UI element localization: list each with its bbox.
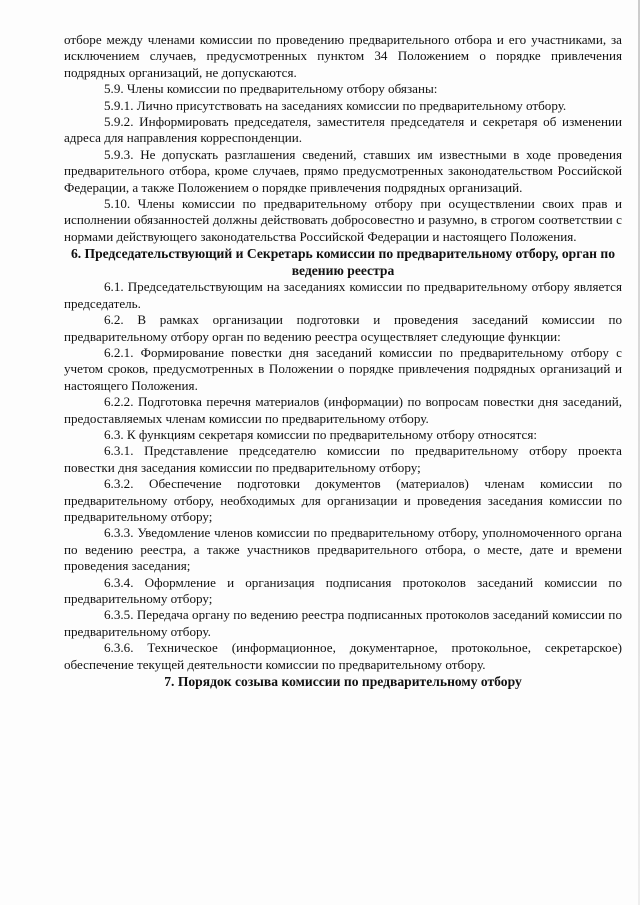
paragraph-6-3-3: 6.3.3. Уведомление членов комиссии по предварительному отбору, уполномоченного органа по ведению реестра, а также участников предварительного отбора, о месте, дате и времени проведения заседания; [64, 525, 622, 574]
paragraph-6-3-4: 6.3.4. Оформление и организация подписания протоколов заседаний комиссии по предварительному отбору; [64, 574, 622, 606]
section-6-heading: 6. Председательствующий и Секретарь комиссии по предварительному отбору, орган по ведению реестра [70, 246, 616, 279]
paragraph-6-3-2: 6.3.2. Обеспечение подготовки документов (материалов) членам комиссии по предварительному отбору, необходимых для организации и проведения заседания комиссии по предварительному отбору; [64, 476, 622, 524]
paragraph-6-3-5: 6.3.5. Передача органу по ведению реестра подписанных протоколов заседаний комиссии по предварительному отбору. [64, 607, 622, 639]
paragraph-6-3-1: 6.3.1. Представление председателю комиссии по предварительному отбору проекта повестки дня заседания комиссии по предварительному отбору; [64, 443, 622, 475]
paragraph-5-9-3: 5.9.3. Не допускать разглашения сведений, ставших им известными в ходе проведения предварительного отбора, кроме случаев, прямо предусмотренных законодательством Российской Федерации, а также Положением о порядке привлечения подрядных организаций. [64, 146, 622, 195]
paragraph-5-9-2: 5.9.2. Информировать председателя, заместителя председателя и секретаря об изменении адреса для направления корреспонденции. [64, 114, 622, 146]
paragraph-continuation: отборе между членами комиссии по проведению предварительного отбора и его участниками, за исключением случаев, предусмотренных пунктом 34 Положением о порядке привлечения подрядных организаций, не допускаются. [64, 32, 622, 80]
paragraph-6-2-1: 6.2.1. Формирование повестки дня заседаний комиссии по предварительному отбору с учетом сроков, предусмотренных в Положении о порядке привлечения подрядных организаций и настоящего Положения. [64, 344, 622, 393]
section-7-heading: 7. Порядок созыва комиссии по предварительному отбору [164, 674, 522, 690]
paragraph-5-10: 5.10. Члены комиссии по предварительному отбору при осуществлении своих прав и исполнении обязанностей должны действовать добросовестно и разумно, в строгом соответствии с нормами действующего законодательства Российской Федерации и настоящего Положения. [64, 196, 622, 244]
paragraph-6-1: 6.1. Председательствующим на заседаниях комиссии по предварительному отбору является председатель. [64, 279, 622, 311]
paragraph-5-9-1: 5.9.1. Лично присутствовать на заседаниях комиссии по предварительному отбору. [104, 97, 567, 113]
paragraph-5-9: 5.9. Члены комиссии по предварительному отбору обязаны: [104, 81, 438, 97]
document-body [64, 32, 622, 690]
paragraph-6-3: 6.3. К функциям секретаря комиссии по предварительному отбору относятся: [104, 426, 538, 442]
paragraph-6-2: 6.2. В рамках организации подготовки и проведения заседаний комиссии по предварительному отбору орган по ведению реестра осуществляет следующие функции: [64, 312, 622, 344]
paragraph-6-2-2: 6.2.2. Подготовка перечня материалов (информации) по вопросам повестки дня заседаний, предоставляемых членам комиссии по предварительному отбору. [64, 394, 622, 426]
paragraph-6-3-6: 6.3.6. Техническое (информационное, документарное, протокольное, секретарское) обеспечение текущей деятельности комиссии по предварительному отбору. [64, 640, 622, 672]
